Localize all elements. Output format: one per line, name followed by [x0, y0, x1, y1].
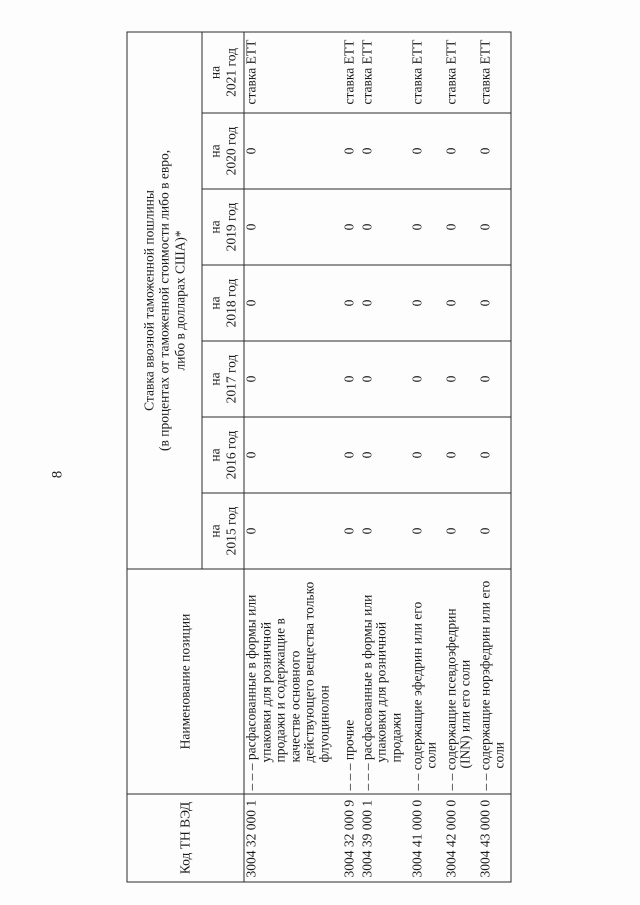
header-year-label: 2017 год	[223, 354, 238, 404]
row-rate-0: 0	[408, 493, 442, 569]
row-rate-0: 0	[358, 493, 408, 569]
header-year-6	[202, 32, 244, 113]
row-rate-6: ставка ЕТТ	[244, 32, 340, 113]
row-rate-5: 0	[340, 113, 358, 189]
header-year-prefix: на	[207, 65, 223, 80]
row-rate-1: 0	[340, 417, 358, 493]
row-name-text: – – содержащие псевдоэфедрин (INN) или его соли	[443, 608, 473, 791]
table-row	[476, 32, 511, 882]
row-code: 3004 43 000 0	[476, 794, 511, 882]
row-rate-4: 0	[340, 189, 358, 265]
row-rate-5: 0	[244, 113, 340, 189]
header-year-1	[202, 417, 244, 493]
row-rate-0: 0	[244, 493, 340, 569]
row-name	[340, 569, 358, 794]
table-row	[244, 32, 340, 882]
row-name	[476, 569, 511, 794]
row-rate-2: 0	[476, 341, 511, 417]
header-year-label: 2020 год	[223, 126, 238, 176]
row-rate-3: 0	[358, 265, 408, 341]
header-year-label: 2016 год	[223, 430, 238, 480]
row-rate-2: 0	[442, 341, 476, 417]
row-name-text: – – содержащие норэфедрин или его соли	[477, 580, 507, 791]
row-name	[408, 569, 442, 794]
header-rate	[127, 32, 202, 569]
table-row	[408, 32, 442, 882]
header-year-prefix: на	[207, 372, 223, 386]
row-rate-5: 0	[476, 113, 511, 189]
row-code: 3004 32 000 1	[244, 794, 340, 882]
header-rate-line-3: либо в долларах США)*	[172, 230, 188, 371]
row-rate-0: 0	[442, 493, 476, 569]
row-code: 3004 32 000 9	[340, 794, 358, 882]
row-rate-5: 0	[442, 113, 476, 189]
header-year-label: 2015 год	[223, 506, 238, 556]
header-year-prefix: на	[207, 524, 223, 538]
row-rate-5: 0	[358, 113, 408, 189]
tariff-table	[127, 31, 512, 882]
row-code: 3004 39 000 1	[358, 794, 408, 882]
table-row	[340, 32, 358, 882]
row-rate-1: 0	[476, 417, 511, 493]
header-year-label: 2019 год	[223, 202, 238, 252]
row-rate-6: ставка ЕТТ	[476, 32, 511, 113]
row-name-text: – – – расфасованные в формы или упаковки для розничной продажи и содержащие в качестве основного действующего вещества только флуоцинолон	[243, 581, 332, 791]
row-rate-1: 0	[442, 417, 476, 493]
row-name-text: – – – расфасованные в формы или упаковки для розничной продажи	[359, 594, 404, 791]
header-year-4	[202, 189, 244, 265]
row-rate-0: 0	[340, 493, 358, 569]
row-rate-6: ставка ЕТТ	[340, 32, 358, 113]
row-name-text: – – содержащие эфедрин или его соли	[409, 601, 439, 791]
table-row	[442, 32, 476, 882]
row-rate-1: 0	[358, 417, 408, 493]
rotated-table-container	[127, 33, 512, 883]
row-rate-2: 0	[408, 341, 442, 417]
header-year-label: 2018 год	[223, 278, 238, 328]
row-name-text: – – – прочие	[341, 719, 357, 791]
row-rate-2: 0	[244, 341, 340, 417]
header-year-label: 2021 год	[223, 48, 238, 97]
row-rate-3: 0	[442, 265, 476, 341]
row-code: 3004 41 000 0	[408, 794, 442, 882]
row-rate-5: 0	[408, 113, 442, 189]
row-rate-6: ставка ЕТТ	[408, 32, 442, 113]
row-rate-1: 0	[244, 417, 340, 493]
row-rate-4: 0	[442, 189, 476, 265]
table-row	[358, 32, 408, 882]
row-rate-4: 0	[476, 189, 511, 265]
header-rate-line-2: (в процентах от таможенной стоимости либо в евро,	[156, 149, 172, 452]
header-code: Код ТН ВЭД	[127, 794, 244, 882]
row-rate-0: 0	[476, 493, 511, 569]
row-rate-2: 0	[358, 341, 408, 417]
row-rate-3: 0	[340, 265, 358, 341]
header-rate-line-1: Ставка ввозной таможенной пошлины	[141, 190, 157, 411]
row-rate-3: 0	[244, 265, 340, 341]
row-rate-4: 0	[244, 189, 340, 265]
row-rate-6: ставка ЕТТ	[442, 32, 476, 113]
row-rate-4: 0	[408, 189, 442, 265]
header-year-prefix: на	[207, 144, 223, 158]
header-year-prefix: на	[207, 448, 223, 462]
header-year-2	[202, 341, 244, 417]
header-year-0	[202, 493, 244, 569]
row-rate-3: 0	[476, 265, 511, 341]
row-rate-1: 0	[408, 417, 442, 493]
row-rate-4: 0	[358, 189, 408, 265]
header-year-3	[202, 265, 244, 341]
row-name	[442, 569, 476, 794]
page-number: 8	[49, 470, 66, 479]
row-rate-6: ставка ЕТТ	[358, 32, 408, 113]
row-rate-2: 0	[340, 341, 358, 417]
header-year-prefix: на	[207, 296, 223, 310]
row-name	[358, 569, 408, 794]
row-rate-3: 0	[408, 265, 442, 341]
header-year-prefix: на	[207, 220, 223, 234]
row-code: 3004 42 000 0	[442, 794, 476, 882]
header-year-5	[202, 113, 244, 189]
row-name	[244, 569, 340, 794]
header-name: Наименование позиции	[127, 569, 244, 794]
